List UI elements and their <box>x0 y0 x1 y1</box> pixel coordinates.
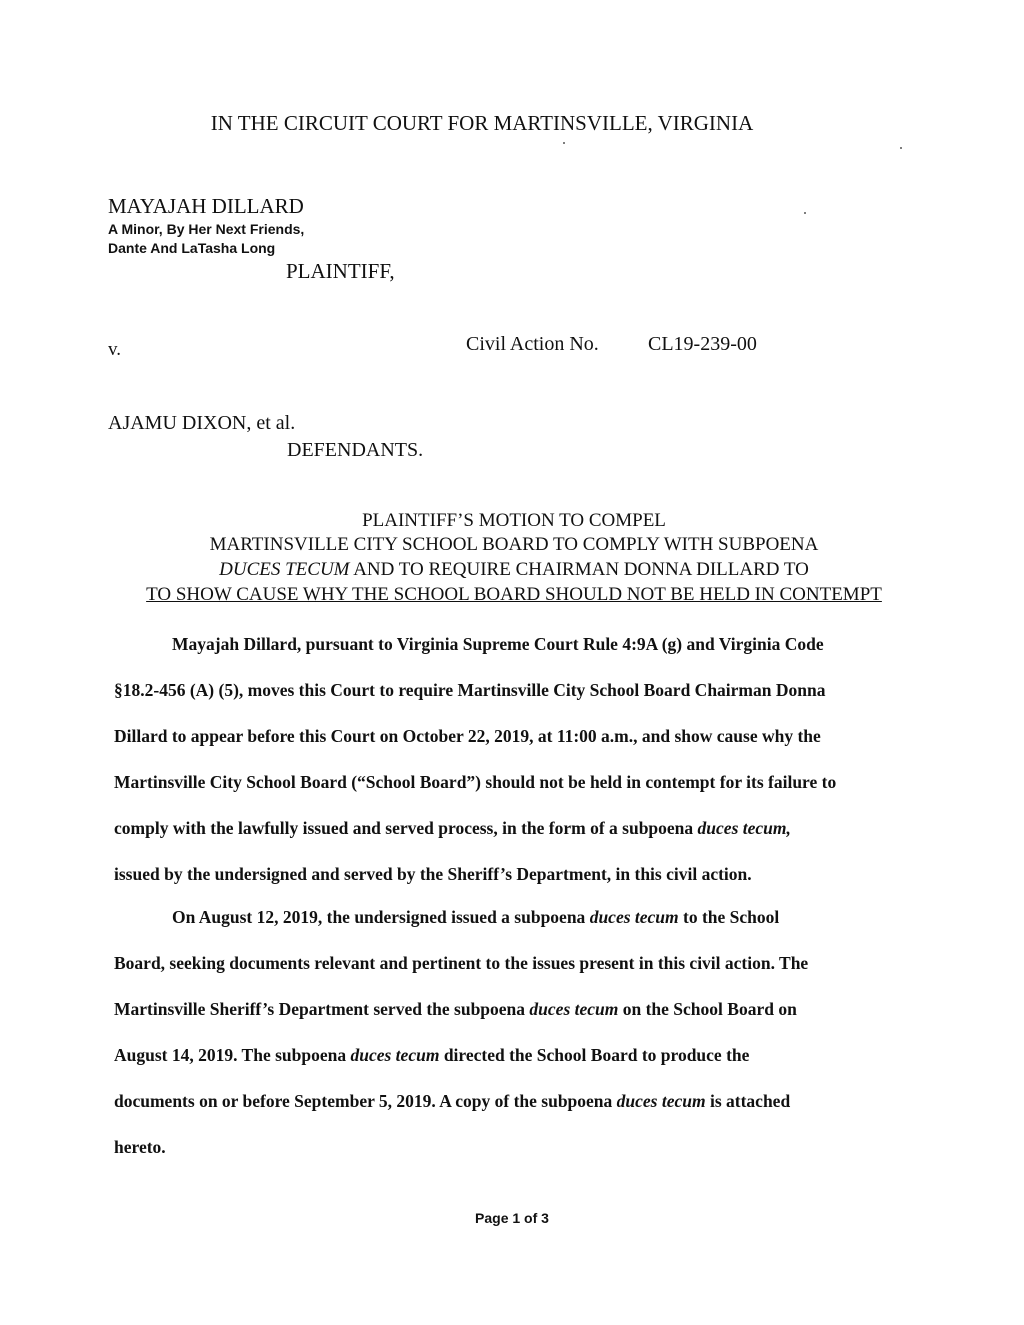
defendant-label: DEFENDANTS. <box>287 439 424 461</box>
court-heading: IN THE CIRCUIT COURT FOR MARTINSVILLE, VIRGINIA <box>210 111 754 135</box>
paragraph-1-line-3: Dillard to appear before this Court on October 22, 2019, at 11:00 a.m., and show cause why the <box>114 726 821 746</box>
paragraph-2-line-3-italic: duces tecum <box>529 999 619 1019</box>
civil-action-number: CL19-239-00 <box>648 333 757 355</box>
paragraph-2-line-5 <box>114 1078 904 1124</box>
paragraph-1-line-1: Mayajah Dillard, pursuant to Virginia Supreme Court Rule 4:9A (g) and Virginia Code <box>172 634 824 654</box>
paragraph-2-line-4-text: August 14, 2019. The subpoena <box>114 1045 351 1065</box>
motion-title-line-1: PLAINTIFF’S MOTION TO COMPEL <box>362 510 666 531</box>
paragraph-1-line-6: issued by the undersigned and served by the Sheriff’s Department, in this civil action. <box>114 864 752 884</box>
paragraph-2-line-5-text: documents on or before September 5, 2019. A copy of the subpoena <box>114 1091 617 1111</box>
paragraph-2 <box>114 894 904 1170</box>
plaintiff-label: PLAINTIFF, <box>286 259 395 283</box>
paragraph-2-line-5-italic: duces tecum <box>616 1091 706 1111</box>
page-footer: Page 1 of 3 <box>475 1210 549 1226</box>
defendant-name: AJAMU DIXON, et al. <box>108 412 296 434</box>
paragraph-2-line-1-italic: duces tecum <box>589 907 679 927</box>
paragraph-2-line-3-text: Martinsville Sheriff’s Department served the subpoena <box>114 999 530 1019</box>
scan-speck <box>804 212 806 214</box>
motion-title-line-4: TO SHOW CAUSE WHY THE SCHOOL BOARD SHOULD NOT BE HELD IN CONTEMPT <box>146 584 882 605</box>
paragraph-2-line-1-text: On August 12, 2019, the undersigned issued a subpoena <box>172 907 590 927</box>
paragraph-2-line-4 <box>114 1032 904 1078</box>
paragraph-2-line-3-end: on the School Board on <box>618 999 797 1019</box>
versus-text: v. <box>108 339 122 360</box>
paragraph-2-line-4-italic: duces tecum <box>350 1045 440 1065</box>
plaintiff-descriptor-line-1: A Minor, By Her Next Friends, <box>108 221 305 237</box>
paragraph-1-line-4: Martinsville City School Board (“School Board”) should not be held in contempt for its failure to <box>114 772 837 792</box>
paragraph-1-line-2: §18.2-456 (A) (5), moves this Court to require Martinsville City School Board Chairman Donna <box>114 680 826 700</box>
paragraph-2-line-3 <box>114 986 904 1032</box>
scan-speck <box>900 147 902 149</box>
paragraph-2-line-5-end: is attached <box>705 1091 791 1111</box>
paragraph-1-line-5-italic: duces tecum, <box>697 818 791 838</box>
plaintiff-name: MAYAJAH DILLARD <box>108 194 304 218</box>
motion-title-line-3-rest: AND TO REQUIRE CHAIRMAN DONNA DILLARD TO <box>349 559 809 580</box>
paragraph-2-line-2: Board, seeking documents relevant and pertinent to the issues present in this civil action. The <box>114 953 809 973</box>
paragraph-1 <box>114 621 904 897</box>
paragraph-2-line-4-end: directed the School Board to produce the <box>439 1045 750 1065</box>
paragraph-2-line-1 <box>114 894 904 940</box>
paragraph-2-line-1-end: to the School <box>678 907 780 927</box>
paragraph-1-line-5-text: comply with the lawfully issued and served process, in the form of a subpoena <box>114 818 698 838</box>
motion-title-line-2: MARTINSVILLE CITY SCHOOL BOARD TO COMPLY WITH SUBPOENA <box>209 534 819 555</box>
civil-action-label: Civil Action No. <box>466 333 599 355</box>
paragraph-1-line-5 <box>114 805 904 851</box>
scan-speck <box>563 142 565 144</box>
paragraph-2-line-6: hereto. <box>114 1137 166 1157</box>
motion-title-italic: DUCES TECUM <box>219 559 350 580</box>
plaintiff-descriptor-line-2: Dante And LaTasha Long <box>108 240 276 256</box>
motion-title-line-3 <box>2 559 1024 581</box>
